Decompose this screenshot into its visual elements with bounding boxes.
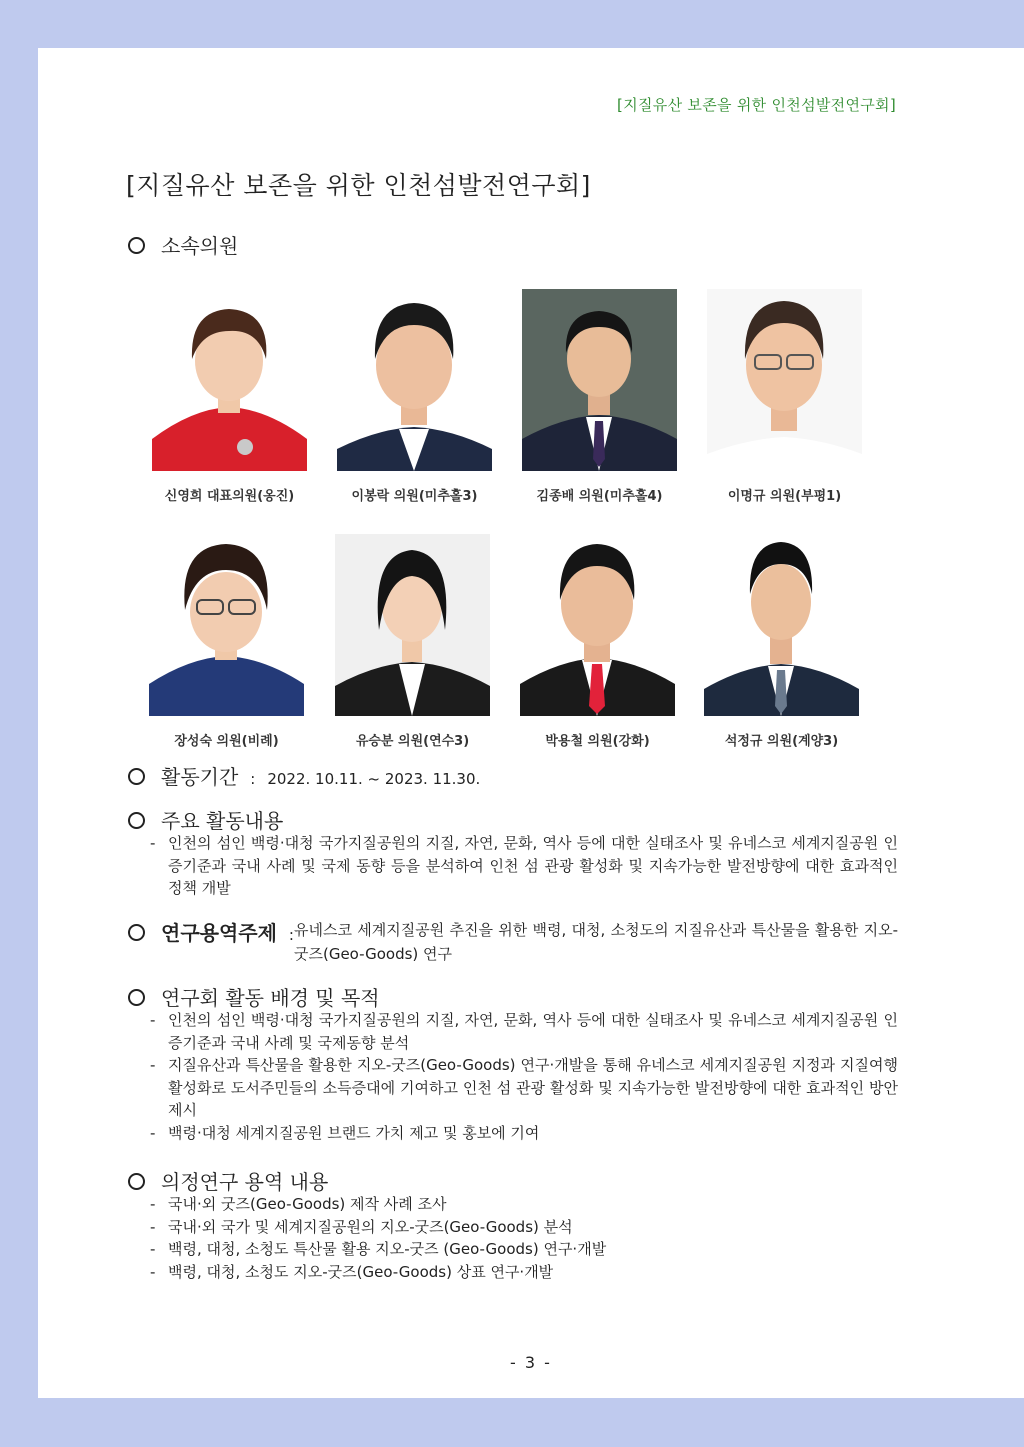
- dash-bullet: -: [150, 1240, 156, 1258]
- circle-bullet-icon: [128, 237, 145, 254]
- list-item: [150, 832, 898, 900]
- list-item: [150, 1261, 898, 1284]
- member-caption: 석정규 의원(계양3): [724, 734, 839, 749]
- research-topic-label: 연구용역주제: [161, 921, 277, 945]
- research-topic-colon: :: [288, 926, 294, 944]
- research-topic-heading: [128, 917, 306, 946]
- member-photo: [337, 289, 492, 471]
- list-item-text: 지질유산과 특산물을 활용한 지오-굿즈(Geo-Goods) 연구·개발을 통해 유네스코 세계지질공원 지정과 지질여행 활성화로 도서주민들의 소득증대에 기여하고 인천 섬 관광 활성화 및 지속가능한 발전방향에 대한 효과적인 방안 제시: [168, 1056, 898, 1119]
- document-page: [38, 48, 1024, 1398]
- document-title: [지질유산 보존을 위한 인천섬발전연구회]: [126, 171, 591, 200]
- dash-bullet: -: [150, 1011, 156, 1029]
- members-section-heading: [128, 230, 238, 259]
- member-caption: 장성숙 의원(비례): [174, 734, 279, 749]
- page-number: - 3 -: [510, 1353, 552, 1372]
- list-item: [150, 1054, 898, 1122]
- circle-bullet-icon: [128, 768, 145, 785]
- period-value: 2022. 10.11. ~ 2023. 11.30.: [267, 770, 481, 788]
- research-content-label: 의정연구 용역 내용: [161, 1170, 329, 1194]
- period-colon: :: [250, 770, 256, 788]
- background-list: [150, 1009, 898, 1144]
- circle-bullet-icon: [128, 989, 145, 1006]
- running-head: [지질유산 보존을 위한 인천섬발전연구회]: [617, 96, 896, 114]
- main-activities-label: 주요 활동내용: [161, 809, 284, 833]
- list-item: [150, 1238, 898, 1261]
- circle-bullet-icon: [128, 924, 145, 941]
- list-item: [150, 1193, 898, 1216]
- period-label: 활동기간: [161, 765, 239, 789]
- member-caption: 이봉락 의원(미추홀3): [351, 489, 478, 504]
- circle-bullet-icon: [128, 1173, 145, 1190]
- member-photo: [335, 534, 490, 716]
- list-item: [150, 1009, 898, 1054]
- section-label: 소속의원: [161, 234, 239, 258]
- member-photo: [704, 534, 859, 716]
- dash-bullet: -: [150, 1217, 156, 1236]
- main-activities-heading: [128, 805, 283, 834]
- research-content-heading: [128, 1166, 328, 1195]
- background-heading: [128, 982, 380, 1011]
- list-item-text: 인천의 섬인 백령·대청 국가지질공원의 지질, 자연, 문화, 역사 등에 대한 실태조사 및 유네스코 세계지질공원 인증기준과 국내 사례 및 국제동향 분석: [168, 1011, 898, 1052]
- member-caption: 이명규 의원(부평1): [727, 489, 842, 504]
- dash-bullet: -: [150, 1262, 156, 1281]
- member-photo: [520, 534, 675, 716]
- member-caption: 김종배 의원(미추홀4): [536, 489, 663, 504]
- circle-bullet-icon: [128, 812, 145, 829]
- member-photo: [707, 289, 862, 471]
- list-item-text: 백령, 대청, 소청도 지오-굿즈(Geo-Goods) 상표 연구·개발: [168, 1262, 554, 1281]
- list-item-text: 백령, 대청, 소청도 특산물 활용 지오-굿즈 (Geo-Goods) 연구·개발: [168, 1240, 607, 1258]
- research-content-list: [150, 1193, 898, 1283]
- dash-bullet: -: [150, 1056, 156, 1074]
- member-photo: [152, 289, 307, 471]
- period-heading: [128, 761, 480, 790]
- list-item-text: 국내·외 굿즈(Geo-Goods) 제작 사례 조사: [168, 1195, 447, 1213]
- list-item-text: 인천의 섬인 백령·대청 국가지질공원의 지질, 자연, 문화, 역사 등에 대한 실태조사 및 유네스코 세계지질공원 인증기준과 국내 사례 및 국제 동향 등을 분석하여 인천 섬 관광 활성화 및 지속가능한 발전방향에 대한 효과적인 정책 개발: [168, 834, 898, 897]
- list-item-text: 국내·외 국가 및 세계지질공원의 지오-굿즈(Geo-Goods) 분석: [168, 1217, 573, 1236]
- list-item: [150, 1122, 898, 1145]
- list-item-text: 백령·대청 세계지질공원 브랜드 가치 제고 및 홍보에 기여: [168, 1123, 540, 1142]
- main-activities-list: [150, 832, 898, 900]
- research-topic-value: 유네스코 세계지질공원 추진을 위한 백령, 대청, 소청도의 지질유산과 특산물을 활용한 지오-굿즈(Geo-Goods) 연구: [294, 921, 898, 963]
- dash-bullet: -: [150, 1195, 156, 1213]
- member-caption: 신영희 대표의원(옹진): [164, 489, 295, 504]
- dash-bullet: -: [150, 834, 156, 852]
- member-caption: 박용철 의원(강화): [545, 734, 650, 749]
- member-photo: [522, 289, 677, 471]
- member-caption: 유승분 의원(연수3): [355, 734, 470, 749]
- dash-bullet: -: [150, 1123, 156, 1142]
- list-item: [150, 1216, 898, 1239]
- background-label: 연구회 활동 배경 및 목적: [161, 986, 380, 1010]
- member-photo: [149, 534, 304, 716]
